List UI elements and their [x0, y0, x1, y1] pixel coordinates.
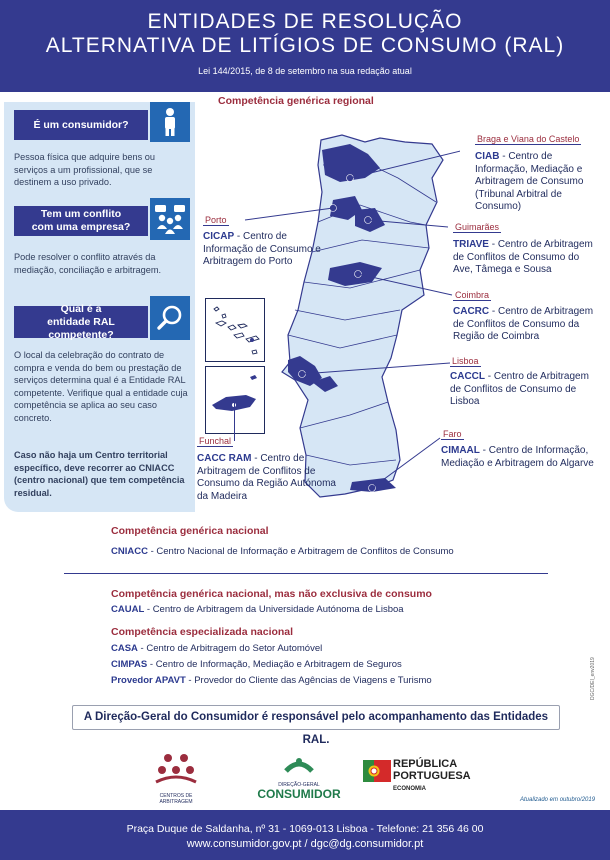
azores-inset — [205, 298, 265, 362]
region-label-lisboa: Lisboa — [452, 356, 479, 366]
regional-heading: Competência genérica regional — [218, 95, 374, 107]
entity-cicap: CICAP - Centro de Informação de Consumo e Arbitragem do Porto — [203, 231, 321, 267]
law-reference: Lei 144/2015, de 8 de setembro na sua redação atual — [198, 66, 412, 76]
conflict-explanation: Pode resolver o conflito através da mediação, conciliação e arbitragem. — [14, 252, 162, 275]
magnifier-icon — [156, 304, 184, 332]
group-icon-box — [150, 198, 190, 240]
entity-explanation: O local da celebração do contrato de compra e venda do bem ou prestação de serviços determina qual é a Entidade RAL competente. Verifique qual a entidade cuja competência se aplica ao seu caso concreto. — [14, 350, 188, 423]
group-chat-icon — [154, 203, 186, 235]
entity-cimpas: CIMPAS - Centro de Informação, Mediação e Arbitragem de Seguros — [111, 659, 402, 670]
entity-cimaal: CIMAAL - Centro de Informação, Mediação e Arbitragem do Algarve — [441, 445, 594, 469]
region-label-braga: Braga e Viana do Castelo — [477, 134, 580, 144]
question-conflict: Tem um conflito com uma empresa? — [14, 206, 148, 236]
title-line-2: ALTERNATIVA DE LITÍGIOS DE CONSUMO (RAL) — [45, 34, 565, 57]
person-icon — [161, 107, 179, 137]
madeira-map — [206, 367, 264, 433]
updated-date: Atualizado em outubro/2019 — [520, 797, 596, 803]
document-code: DGC/DEI_env2019 — [590, 657, 596, 700]
funchal-leader — [234, 403, 235, 441]
title-line-1: ENTIDADES DE RESOLUÇÃO — [147, 10, 463, 33]
centros-arbitragem-logo: CENTROS DE ARBITRAGEM — [146, 750, 206, 806]
region-label-porto: Porto — [205, 215, 227, 225]
region-label-funchal: Funchal — [199, 436, 232, 446]
dgc-note: A Direção-Geral do Consumidor é responsável pelo acompanhamento das Entidades RAL. — [72, 705, 560, 730]
entity-ciab: CIAB - Centro de Informação, Mediação e Arbitragem de Consumo (Tribunal Arbitral de Consumo) — [475, 151, 584, 212]
person-icon-box — [150, 102, 190, 142]
footer-address: Praça Duque de Saldanha, nº 31 - 1069-013 Lisboa - Telefone: 21 356 46 00 — [126, 823, 484, 835]
entity-caual: CAUAL - Centro de Arbitragem da Universidade Autónoma de Lisboa — [111, 604, 404, 615]
entity-casa: CASA - Centro de Arbitragem do Setor Automóvel — [111, 643, 323, 654]
page-title — [0, 10, 610, 58]
footer — [0, 810, 610, 860]
dgc-logo: DIREÇÃO-GERAL CONSUMIDOR — [256, 755, 342, 799]
specialized-heading: Competência especializada nacional — [111, 626, 294, 638]
portugal-flag-icon — [363, 760, 391, 782]
non-exclusive-heading: Competência genérica nacional, mas não exclusiva de consumo — [111, 588, 432, 600]
entity-cacc-ram: CACC RAM - Centro de Arbitragem de Conflitos de Consumo da Região Autónoma da Madeira — [197, 453, 336, 502]
entity-cacrc: CACRC - Centro de Arbitragem de Conflitos de Consumo da Região de Coimbra — [453, 306, 594, 342]
region-label-faro: Faro — [443, 429, 462, 439]
republica-portuguesa-logo: REPÚBLICA PORTUGUESA ECONOMIA — [363, 758, 493, 800]
national-heading: Competência genérica nacional — [111, 525, 269, 537]
madeira-inset — [205, 366, 265, 434]
footer-contacts: www.consumidor.gov.pt / dgc@dg.consumidor.pt — [186, 838, 424, 850]
region-label-guimaraes: Guimarães — [455, 222, 500, 232]
entity-cniacc: CNIACC - Centro Nacional de Informação e Arbitragem de Conflitos de Consumo — [111, 546, 454, 557]
magnifier-icon-box — [150, 296, 190, 340]
entity-triave: TRIAVE - Centro de Arbitragem de Conflitos de Consumo do Ave, Tâmega e Sousa — [453, 239, 593, 275]
centros-arbitragem-icon — [146, 750, 206, 788]
question-entity: Qual é a entidade RAL competente? — [14, 306, 148, 338]
entity-caccl: CACCL - Centro de Arbitragem de Conflitos de Consumo de Lisboa — [450, 371, 589, 407]
entity-apavt: Provedor APAVT - Provedor do Cliente das Agências de Viagens e Turismo — [111, 675, 432, 686]
dgc-swoosh-icon — [256, 755, 342, 777]
consumer-definition: Pessoa física que adquire bens ou serviços a um profissional, que se destinem a uso privado. — [14, 152, 155, 187]
azores-map — [206, 299, 264, 361]
region-label-coimbra: Coimbra — [455, 290, 490, 300]
section-divider — [64, 573, 548, 574]
question-consumer: É um consumidor? — [14, 110, 148, 140]
residual-competence-note: Caso não haja um Centro territorial específico, deve recorrer ao CNIACC (centro nacional) que tem competência residual. — [14, 450, 185, 498]
